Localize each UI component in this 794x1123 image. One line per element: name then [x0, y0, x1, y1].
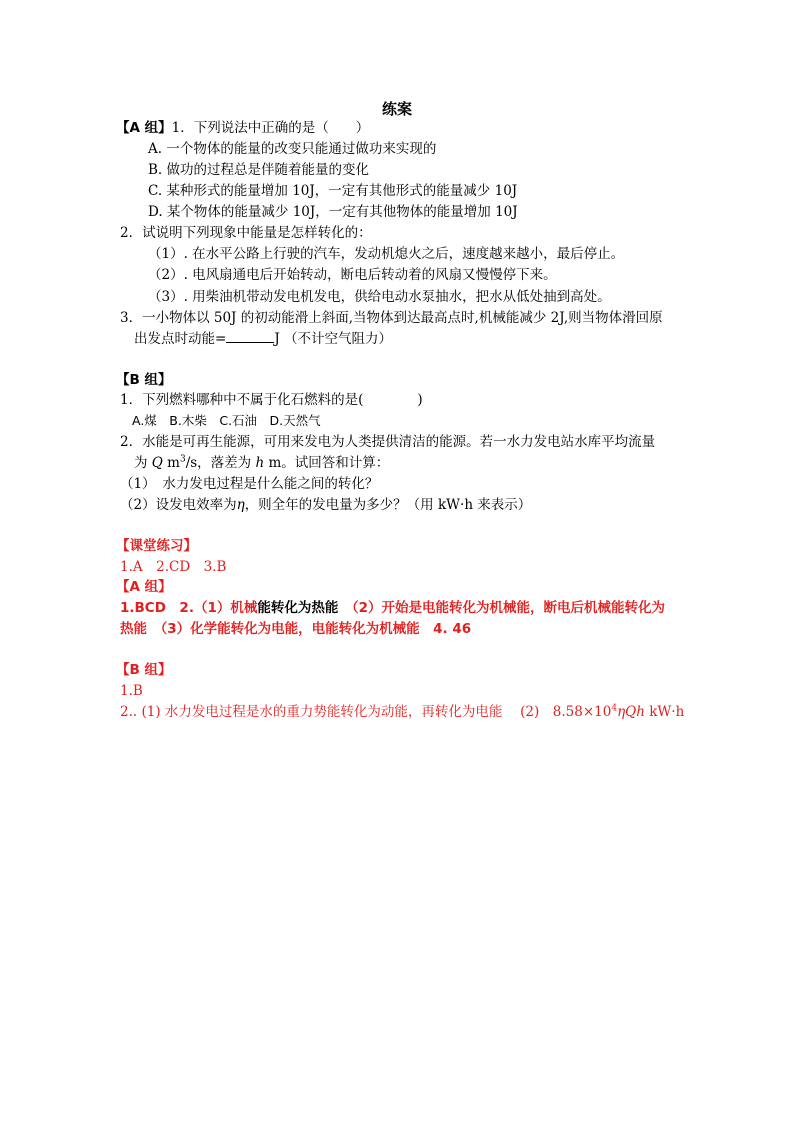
- b-q2-sub2-text-b: ，则全年的发电量为多少？（用 kW·h 来表示）: [244, 497, 532, 513]
- group-b-label: 【B 组】: [116, 372, 172, 388]
- answers-a-text-b: 能转化为热能: [257, 600, 339, 616]
- q1-option-c: C. 某种形式的能量增加 10J，一定有其他形式的能量减少 10J: [148, 183, 518, 199]
- page-title: 练案: [381, 100, 412, 118]
- group-a-label: 【A 组】: [116, 120, 172, 136]
- answers-group-b-q2: [120, 702, 684, 722]
- answers-a-text-c: （2）开始是电能转化为机械能，断电后机械能转化为: [338, 600, 665, 616]
- q1-option-b: B. 做功的过程总是伴随着能量的变化: [148, 162, 370, 178]
- answers-group-a-line-1: [120, 598, 665, 618]
- practice-answers: 1.A 2.CD 3.B: [120, 559, 227, 575]
- practice-label: 【课堂练习】: [116, 538, 197, 554]
- b-q2-sub-2: [120, 495, 531, 515]
- q3-line-1: 3．一小物体以 50J 的初动能滑上斜面,当物体到达最高点时,机械能减少 2J,则当物体滑回原: [120, 310, 663, 326]
- b-q2-text-d: m。试回答和计算：: [264, 455, 390, 471]
- q1-stem: 1．下列说法中正确的是（ ）: [171, 120, 370, 136]
- answers-group-a-label: 【A 组】: [116, 579, 172, 595]
- answers-b-formula: ηQh: [617, 704, 645, 720]
- q3-line2-pre: 出发点时动能=: [134, 331, 227, 347]
- b-q2-sup: 3: [179, 454, 186, 465]
- q3-line-2: [134, 329, 392, 349]
- answers-group-b-label: 【B 组】: [116, 662, 172, 678]
- q2-stem: 2．试说明下列现象中能量是怎样转化的：: [120, 225, 372, 241]
- b-q2-sub2-text-a: （2）设发电效率为: [120, 497, 237, 513]
- head-symbol: h: [255, 455, 265, 471]
- b-q2-line-1: 2．水能是可再生能源，可用来发电为人类提供清洁的能源。若一水力发电站水库平均流量: [120, 434, 656, 450]
- flow-symbol: Q: [151, 455, 163, 471]
- answers-b-text-a: 2.. (1) 水力发电过程是水的重力势能转化为动能，再转化为电能 (2) 8.58×10: [120, 704, 612, 720]
- b-q2-text-a: 为: [134, 455, 148, 471]
- answer-blank: [226, 329, 274, 343]
- answers-a-text-a: 1.BCD 2.（1）机械: [120, 600, 258, 616]
- b-q2-text-b: m: [162, 455, 180, 471]
- b-q2-line-2: [134, 453, 389, 473]
- answers-group-b-q1: 1.B: [120, 683, 143, 699]
- q2-item-1: （1）. 在水平公路上行驶的汽车，发动机熄火之后，速度越来越小，最后停止。: [148, 246, 625, 262]
- q1-option-d: D. 某个物体的能量减少 10J，一定有其他物体的能量增加 10J: [148, 204, 518, 220]
- q1-option-a: A. 一个物体的能量的改变只能通过做功来实现的: [148, 141, 437, 157]
- b-q1-options: A.煤 B.木柴 C.石油 D.天然气: [132, 413, 321, 428]
- q2-item-2: （2）. 电风扇通电后开始转动，断电后转动着的风扇又慢慢停下来。: [148, 267, 557, 283]
- answers-b-unit: kW·h: [644, 704, 685, 720]
- group-a-question-1: [116, 118, 369, 138]
- b-q2-sub-1: （1） 水力发电过程是什么能之间的转化？: [120, 476, 379, 492]
- efficiency-symbol: η: [236, 497, 245, 513]
- b-q2-text-c: /s，落差为: [185, 455, 252, 471]
- b-q1-stem: 1．下列燃料哪种中不属于化石燃料的是( ): [120, 392, 423, 408]
- q2-item-3: （3）. 用柴油机带动发电机发电，供给电动水泵抽水，把水从低处抽到高处。: [148, 289, 611, 305]
- answers-b-sup: 4: [611, 703, 618, 714]
- answers-group-a-line-2: 热能 （3）化学能转化为电能，电能转化为机械能 4. 46: [120, 621, 472, 637]
- q3-line2-post: J （不计空气阻力）: [274, 331, 393, 347]
